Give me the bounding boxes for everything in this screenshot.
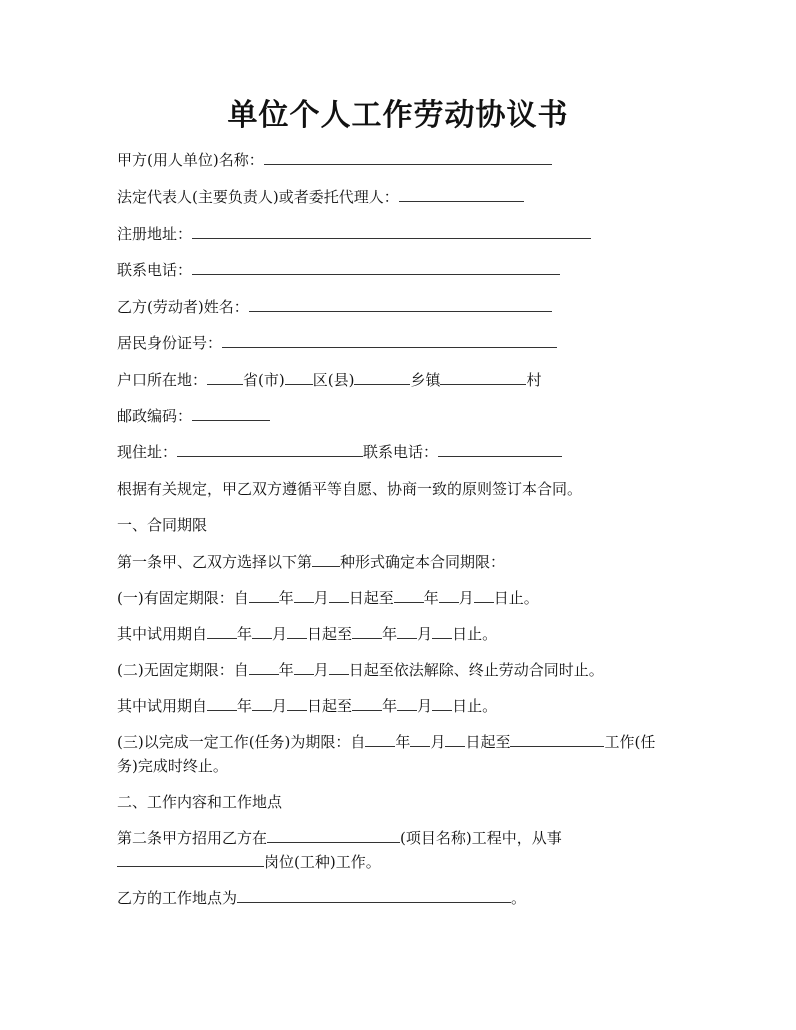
party-a-name-line: 甲方(用人单位)名称：	[117, 148, 552, 172]
intro-paragraph: 根据有关规定，甲乙双方遵循平等自愿、协商一致的原则签订本合同。	[117, 480, 583, 498]
party-b-name-line: 乙方(劳动者)姓名：	[117, 295, 552, 319]
article-2-line-1: 第二条甲方招用乙方在 (项目名称)工程中，从事	[117, 829, 562, 847]
open-term-line: (二)无固定期限：自 年 月 日起至依法解除、终止劳动合同时止。	[117, 661, 604, 679]
phone-line: 联系电话：	[117, 258, 560, 282]
current-address-line: 现住址： 联系电话：	[117, 440, 562, 464]
article-1: 第一条甲、乙双方选择以下第 种形式确定本合同期限：	[117, 553, 506, 571]
legal-rep-blank	[399, 186, 524, 202]
id-number-line: 居民身份证号：	[117, 331, 557, 355]
postcode-blank	[192, 405, 270, 421]
postcode-line: 邮政编码：	[117, 404, 270, 428]
document-title: 单位个人工作劳动协议书	[227, 98, 569, 133]
workplace-blank	[237, 887, 511, 903]
party-b-name-blank	[249, 296, 552, 312]
id-number-blank	[222, 332, 557, 348]
section-2-heading: 二、工作内容和工作地点	[117, 793, 283, 811]
phone-blank	[192, 259, 560, 275]
probation-line-2: 其中试用期自 年 月 日起至 年 月 日止。	[117, 697, 498, 715]
fixed-term-line: (一)有固定期限：自 年 月 日起至 年 月 日止。	[117, 589, 539, 607]
task-term-line-cont: 务)完成时终止。	[117, 757, 228, 775]
reg-address-blank	[192, 223, 591, 239]
party-a-name-blank	[264, 149, 552, 165]
hukou-line: 户口所在地： 省(市) 区(县) 乡镇 村	[117, 371, 542, 389]
task-term-line: (三)以完成一定工作(任务)为期限：自 年 月 日起至 工作(任	[117, 733, 656, 751]
section-1-heading: 一、合同期限	[117, 516, 208, 534]
legal-rep-line: 法定代表人(主要负责人)或者委托代理人：	[117, 185, 524, 209]
probation-line-1: 其中试用期自 年 月 日起至 年 月 日止。	[117, 625, 498, 643]
article-2-line-2: 岗位(工种)工作。	[117, 850, 381, 874]
workplace-line: 乙方的工作地点为 。	[117, 889, 527, 907]
reg-address-line: 注册地址：	[117, 222, 591, 246]
